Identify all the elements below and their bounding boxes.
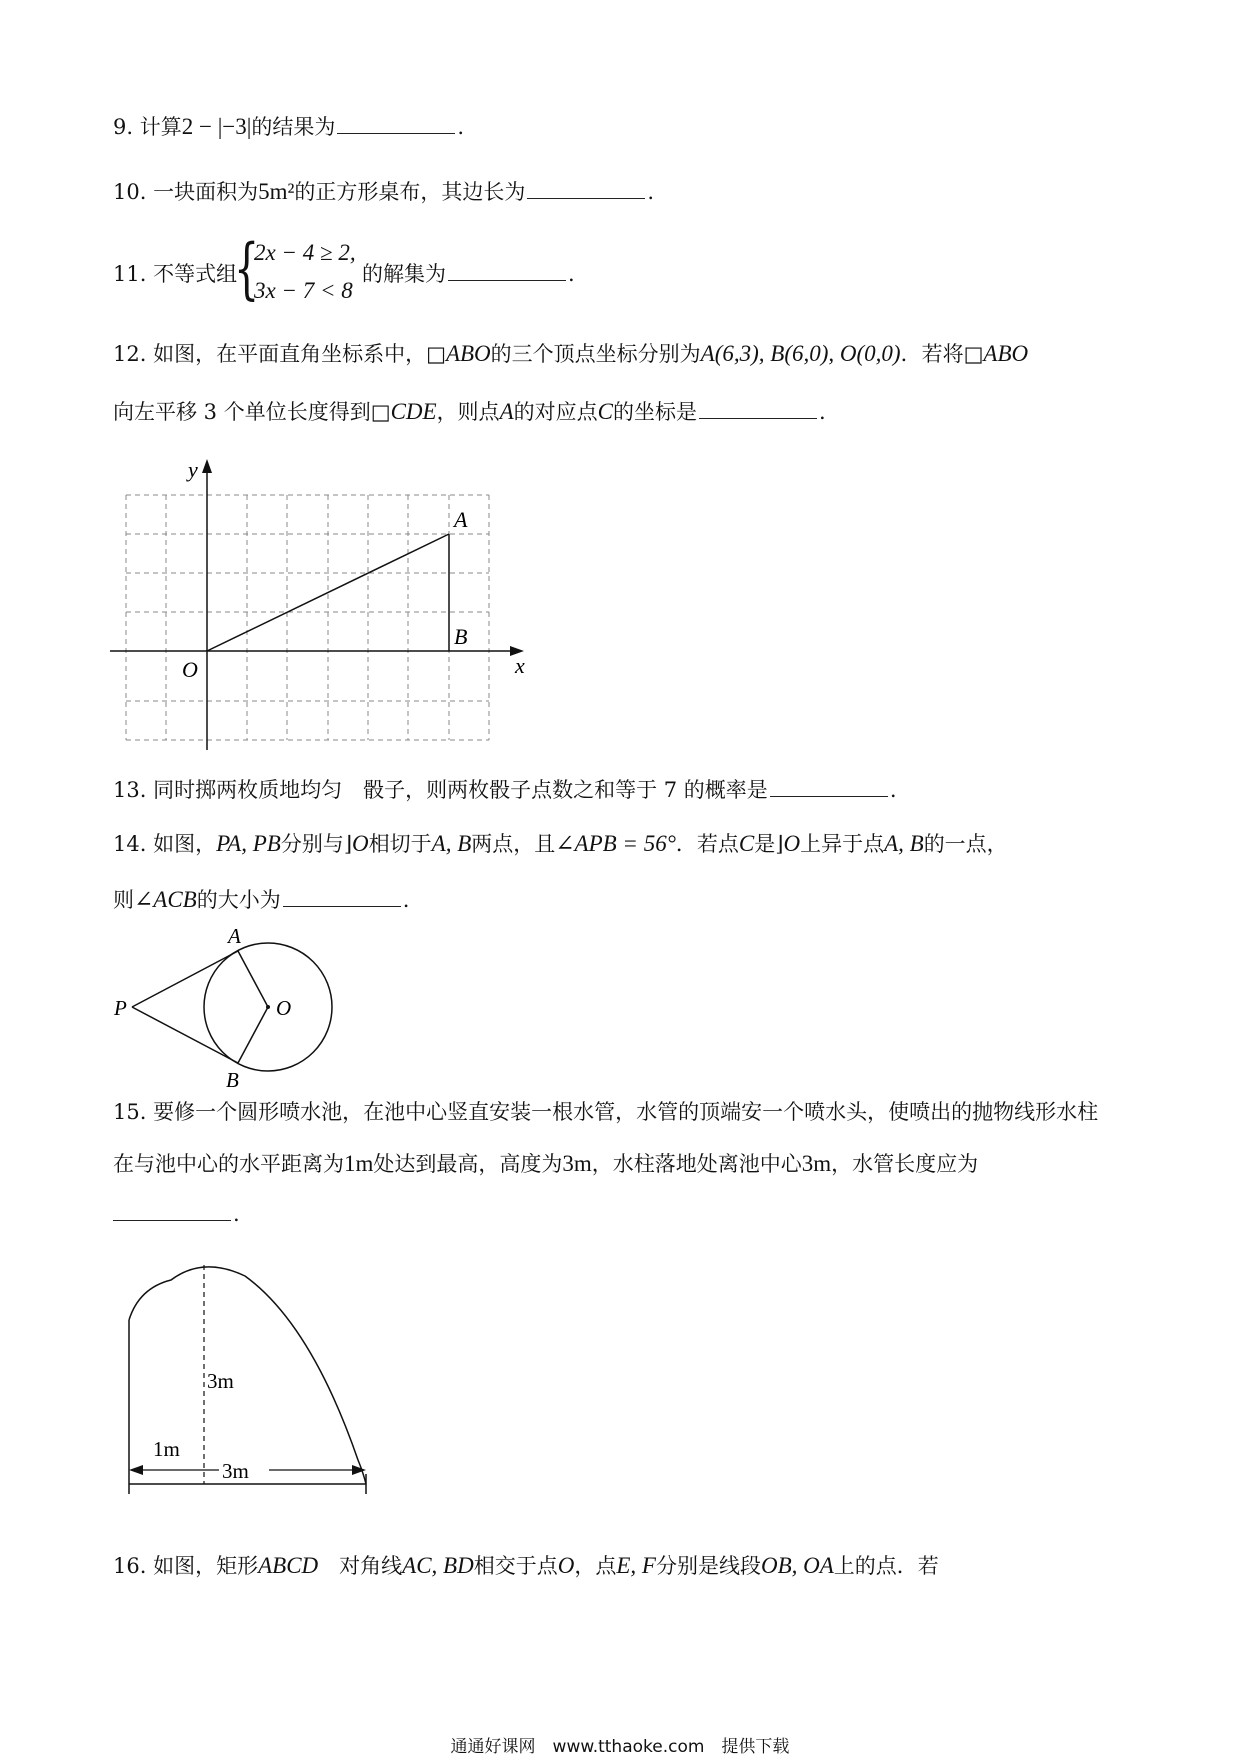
- horizontal-3m-label: 3m: [222, 1459, 249, 1483]
- system-brace: {: [234, 230, 260, 307]
- question-number: 11.: [113, 262, 147, 286]
- question-text: 上异于点: [800, 832, 885, 856]
- radius-ob: [238, 1007, 268, 1063]
- question-text: ．若点: [675, 832, 739, 856]
- question-text: ，则点: [436, 400, 500, 424]
- question-number: 12.: [113, 342, 147, 366]
- arrow-right: [352, 1465, 366, 1475]
- math-expression: O: [352, 831, 369, 856]
- coordinate-grid-figure: [110, 455, 540, 755]
- question-text: 向左平移 3 个单位长度得到□: [113, 400, 391, 424]
- question-text: 两点，且: [471, 832, 556, 856]
- x-axis-label: x: [515, 653, 525, 678]
- y-axis-label: y: [188, 457, 198, 482]
- question-text: 的大小为: [196, 888, 281, 912]
- arrow-left: [129, 1465, 143, 1475]
- question-number: 14.: [113, 832, 147, 856]
- inequality-line-1: 2x − 4 ≥ 2,: [254, 240, 356, 265]
- question-text: 计算: [139, 115, 182, 139]
- question-number: 16.: [113, 1554, 147, 1578]
- question-text: 相切于: [368, 832, 432, 856]
- question-end: .: [889, 778, 897, 802]
- math-expression: AC, BD: [402, 1553, 474, 1578]
- question-11-tail: [362, 260, 575, 288]
- question-text: 的结果为: [251, 115, 336, 139]
- point-b-label: B: [454, 624, 468, 649]
- math-expression: O: [557, 1553, 575, 1578]
- answer-blank: [448, 260, 566, 281]
- answer-blank: [699, 398, 817, 419]
- question-end: .: [457, 115, 465, 139]
- math-expression: 1m: [344, 1151, 374, 1176]
- math-expression: A(6,3), B(6,0), O(0,0): [700, 341, 901, 366]
- question-text: 的三个顶点坐标分别为: [490, 342, 701, 366]
- question-text: 处达到最高，高度为: [373, 1152, 563, 1176]
- question-text: 一块面积为: [153, 180, 259, 204]
- question-text: 如图，矩形: [153, 1554, 259, 1578]
- question-number: 9.: [113, 115, 134, 139]
- tangent-pa: [132, 951, 238, 1007]
- point-b-label: B: [226, 1068, 239, 1092]
- question-15-line-2: [113, 1150, 978, 1178]
- math-expression: ∠APB = 56°: [555, 831, 676, 856]
- point-o-label: O: [182, 657, 198, 682]
- math-expression: A, B: [884, 831, 924, 856]
- question-14-line-2: [113, 886, 409, 914]
- inequality-line-2: 3x − 7 < 8: [254, 278, 353, 303]
- math-expression: A, B: [431, 831, 472, 856]
- question-14-line-1: [113, 830, 1008, 858]
- question-text: 相交于点: [473, 1554, 558, 1578]
- math-expression: 2 − |−3|: [181, 114, 252, 139]
- question-text: 的坐标是: [612, 400, 697, 424]
- question-text: 同时掷两枚质地均匀 骰子，则两枚骰子点数之和等于 7 的概率是: [153, 778, 768, 802]
- answer-blank: [283, 886, 401, 907]
- question-text: ．若将□: [900, 342, 984, 366]
- tangent-circle-figure: [110, 925, 350, 1095]
- question-text: 在与池中心的水平距离为: [113, 1152, 344, 1176]
- question-15-line-1: [113, 1098, 1098, 1126]
- question-text: 的对应点: [513, 400, 598, 424]
- grid-lines: [126, 495, 489, 740]
- answer-blank: [337, 113, 455, 134]
- question-text: 要修一个圆形喷水池，在池中心竖直安装一根水管，水管的顶端安一个喷水头，使喷出的抛物线形水柱: [153, 1100, 1099, 1124]
- page-footer: 通通好课网 www.tthaoke.com 提供下载: [450, 1737, 790, 1757]
- question-11: [113, 260, 237, 288]
- math-expression: C: [597, 399, 613, 424]
- math-expression: ABCD: [258, 1553, 319, 1578]
- radius-oa: [238, 951, 268, 1007]
- question-text: 的解集为: [362, 262, 446, 286]
- math-expression: 5m²: [258, 179, 295, 204]
- math-expression: ABO: [983, 341, 1029, 366]
- question-10: [113, 178, 654, 206]
- question-end: .: [647, 180, 655, 204]
- question-text: ，点: [574, 1554, 617, 1578]
- question-number: 13.: [113, 778, 147, 802]
- center-point: [266, 1005, 270, 1009]
- question-12-line-2: [113, 398, 826, 426]
- question-16: [113, 1552, 939, 1580]
- question-end: .: [568, 262, 575, 286]
- question-15-line-3: [113, 1200, 240, 1228]
- question-text: 的正方形桌布，其边长为: [294, 180, 526, 204]
- tangent-pb: [132, 1007, 238, 1063]
- question-text: 对角线: [318, 1554, 403, 1578]
- point-o-label: O: [276, 996, 292, 1020]
- question-9: [113, 113, 464, 141]
- question-text: 分别是线段: [655, 1554, 761, 1578]
- height-label: 3m: [207, 1369, 234, 1393]
- fountain-parabola-figure: [115, 1250, 375, 1500]
- math-expression: PA, PB: [216, 831, 281, 856]
- answer-blank: [770, 776, 888, 797]
- math-expression: A: [499, 399, 514, 424]
- math-expression: ∠ACB: [134, 887, 197, 912]
- math-expression: CDE: [390, 399, 437, 424]
- point-p-label: P: [114, 996, 127, 1020]
- math-expression: OB, OA: [760, 1553, 834, 1578]
- question-text: 的一点，: [923, 832, 1008, 856]
- question-text: 分别与⌋: [280, 832, 353, 856]
- question-12-line-1: [113, 340, 1028, 368]
- question-text: 不等式组: [153, 262, 238, 286]
- question-end: .: [402, 888, 410, 912]
- point-a-label: A: [454, 507, 468, 532]
- math-expression: ABO: [445, 341, 491, 366]
- question-text: ，水柱落地处离池中心: [591, 1152, 802, 1176]
- question-text: 上的点．若: [833, 1554, 939, 1578]
- answer-blank: [527, 178, 645, 199]
- question-number: 10.: [113, 180, 147, 204]
- point-a-label: A: [228, 925, 241, 948]
- question-number: 15.: [113, 1100, 147, 1124]
- math-expression: E, F: [616, 1553, 656, 1578]
- answer-blank: [113, 1200, 231, 1221]
- math-expression: C: [738, 831, 755, 856]
- question-text: 是⌋: [754, 832, 784, 856]
- question-text: 则: [113, 888, 134, 912]
- question-text: ，水管长度应为: [831, 1152, 979, 1176]
- question-end: .: [818, 400, 826, 424]
- math-expression: 3m: [562, 1151, 592, 1176]
- question-text: 如图，: [153, 832, 217, 856]
- y-axis-arrow: [202, 459, 212, 473]
- math-expression: O: [783, 831, 801, 856]
- question-end: .: [233, 1202, 240, 1226]
- horizontal-1m-label: 1m: [153, 1437, 180, 1461]
- question-13: [113, 776, 897, 804]
- math-expression: 3m: [801, 1151, 832, 1176]
- question-text: 如图，在平面直角坐标系中，□: [153, 342, 446, 366]
